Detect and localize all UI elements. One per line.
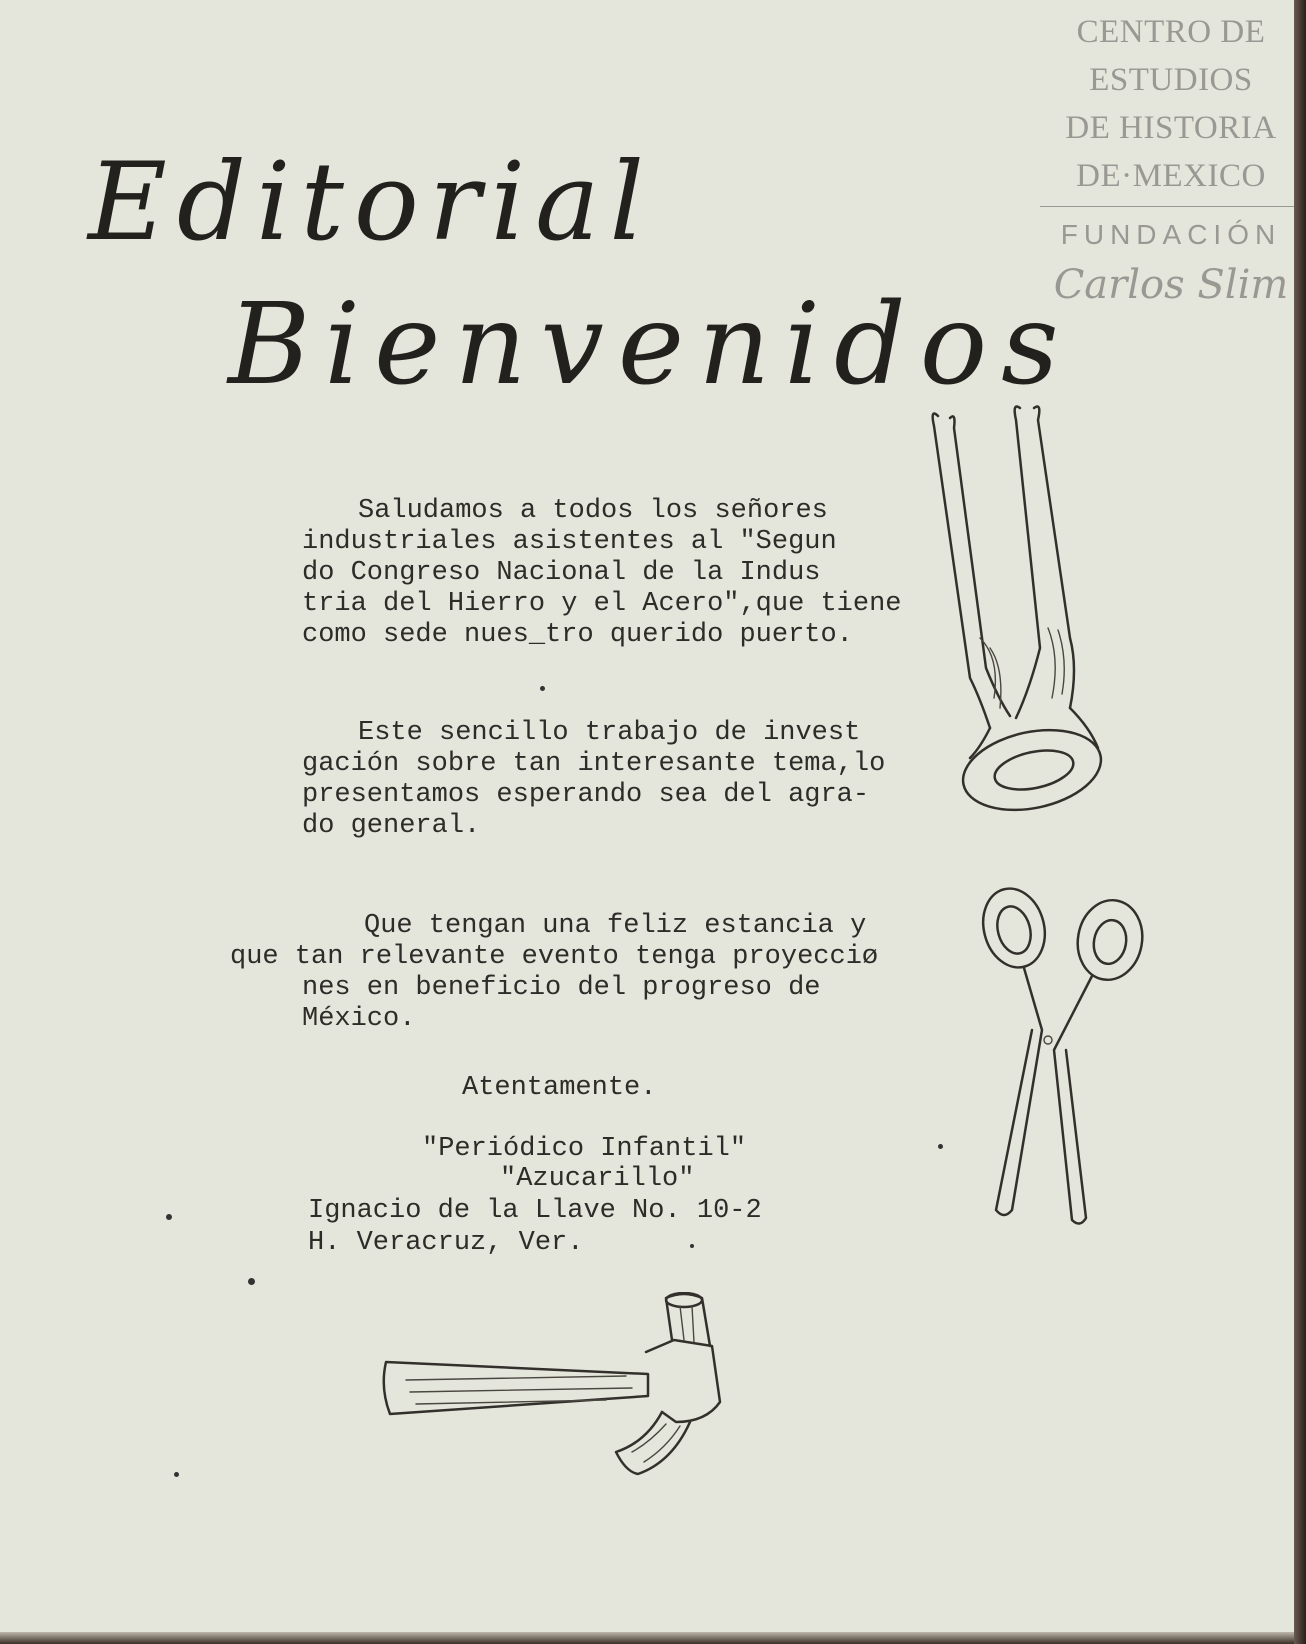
scan-edge-bottom <box>0 1632 1294 1644</box>
ink-speck <box>690 1244 694 1248</box>
hammer-icon <box>376 1292 756 1492</box>
para2-line2: gación sobre tan interesante tema,lo <box>302 749 886 779</box>
para1-line2: industriales asistentes al "Segun <box>302 527 837 557</box>
closing-org1: "Periódico Infantil" <box>422 1134 747 1164</box>
para3-line2: que tan relevante evento tenga proyecciø <box>230 942 879 972</box>
closing-salutation: Atentamente. <box>462 1073 657 1103</box>
watermark-line-1: CENTRO DE <box>1076 14 1266 50</box>
ink-speck <box>938 1144 943 1149</box>
watermark-line-4: DE·MEXICO <box>1076 158 1266 194</box>
para3-line1: Que tengan una feliz estancia y <box>364 911 867 941</box>
para1-line4: tria del Hierro y el Acero",que tiene <box>302 589 902 619</box>
para1-line3: do Congreso Nacional de la Indus <box>302 558 821 588</box>
ink-speck <box>248 1278 255 1285</box>
watermark-signature: Carlos Slim <box>1053 262 1289 308</box>
ink-speck <box>166 1214 172 1220</box>
para1-line5: como sede nues_tro querido puerto. <box>302 620 853 650</box>
para3-line3: nes en beneficio del progreso de <box>302 973 821 1003</box>
watermark-foundation: FUNDACIÓN <box>1060 219 1282 250</box>
closing-address: Ignacio de la Llave No. 10-2 <box>308 1196 762 1226</box>
archive-watermark <box>1040 8 1294 313</box>
para2-line3: presentamos esperando sea del agra- <box>302 780 870 810</box>
para2-line1: Este sencillo trabajo de invest <box>358 718 861 748</box>
closing-city: H. Veracruz, Ver. <box>308 1228 584 1258</box>
para3-line4: México. <box>302 1004 416 1034</box>
scissors-icon <box>972 880 1162 1240</box>
scan-edge-right <box>1294 0 1306 1644</box>
heading-bienvenidos: Bienvenidos <box>228 280 1073 410</box>
para1-line1: Saludamos a todos los señores <box>358 496 828 526</box>
watermark-rule <box>1040 206 1294 207</box>
pliers-icon <box>920 398 1140 858</box>
closing-org2: "Azucarillo" <box>500 1164 695 1194</box>
ink-speck <box>540 686 545 691</box>
para2-line4: do general. <box>302 811 481 841</box>
heading-editorial: Editorial <box>88 140 655 265</box>
ink-speck <box>174 1472 179 1477</box>
watermark-line-3: DE HISTORIA <box>1065 110 1277 146</box>
watermark-line-2: ESTUDIOS <box>1089 62 1253 98</box>
